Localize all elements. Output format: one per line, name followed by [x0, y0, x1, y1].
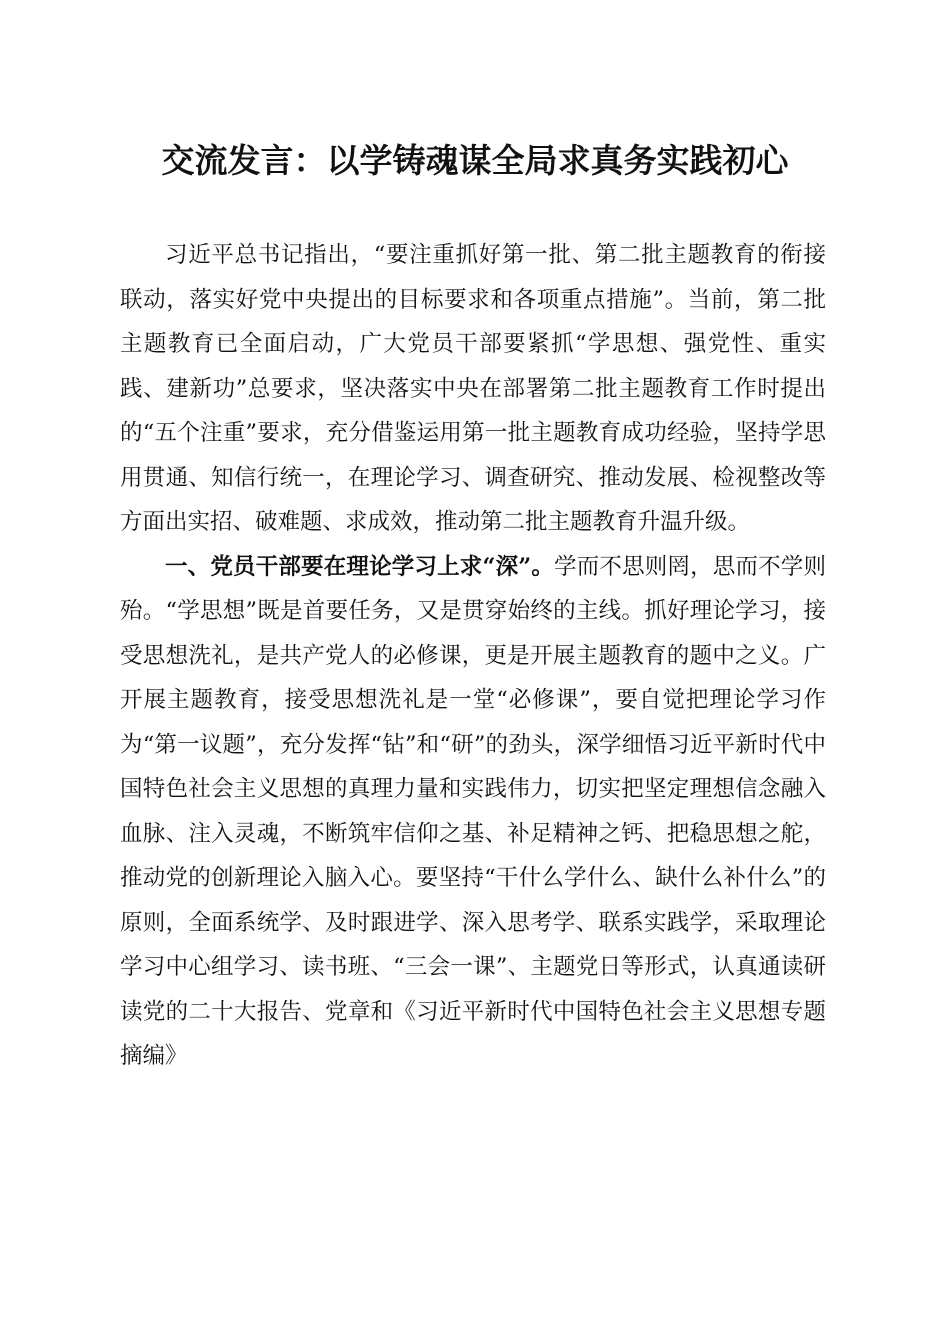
section-one-text: 学而不思则罔，思而不学则殆。“学思想”既是首要任务，又是贯穿始终的主线。抓好理论学习，接受思想洗礼，是共产党人的必修课，更是开展主题教育的题中之义。广开展主题教育，接受思想洗礼是一堂“必修课”，要自觉把理论学习作为“第一议题”，充分发挥“钻”和“研”的劲头，深学细悟习近平新时代中国特色社会主义思想的真理力量和实践伟力，切实把坚定理想信念融入血脉、注入灵魂，不断筑牢信仰之基、补足精神之钙、把稳思想之舵，推动党的创新理论入脑入心。要坚持“干什么学什么、缺什么补什么”的原则，全面系统学、及时跟进学、深入思考学、联系实践学，采取理论学习中心组学习、读书班、“三会一课”、主题党日等形式，认真通读研读党的二十大报告、党章和《习近平新时代中国特色社会主义思想专题摘编》: [120, 553, 826, 1069]
section-one-heading: 一、党员干部要在理论学习上求“深”。: [165, 553, 555, 580]
document-body: [120, 233, 826, 1079]
section-one-paragraph: [120, 545, 826, 1079]
intro-paragraph: 习近平总书记指出，“要注重抓好第一批、第二批主题教育的衔接联动，落实好党中央提出的目标要求和各项重点措施”。当前，第二批主题教育已全面启动，广大党员干部要紧抓“学思想、强党性、重实践、建新功”总要求，坚决落实中央在部署第二批主题教育工作时提出的“五个注重”要求，充分借鉴运用第一批主题教育成功经验，坚持学思用贯通、知信行统一，在理论学习、调查研究、推动发展、检视整改等方面出实招、破难题、求成效，推动第二批主题教育升温升级。: [120, 242, 826, 535]
document-title: 交流发言：以学铸魂谋全局求真务实践初心: [161, 141, 789, 180]
